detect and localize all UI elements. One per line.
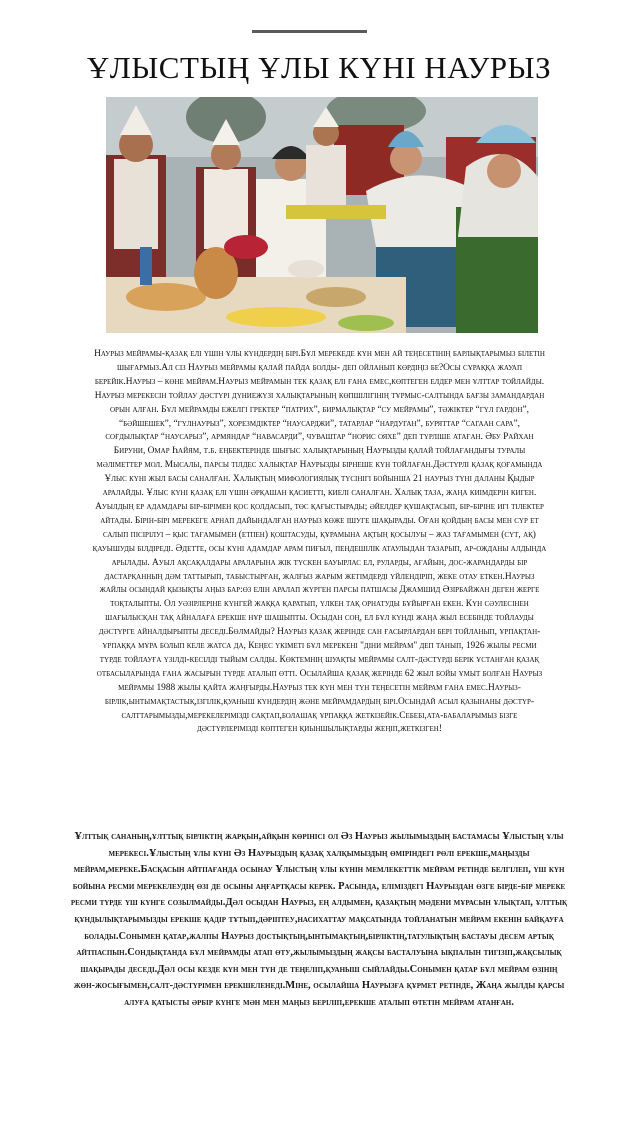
article-paragraph-significance: Ұлттық сананың,ұлттық бірліктің жарқын,айқын көрінісі ол Әз Наурыз жылымыздың бастамасы Ұлыстың ұлы мерекесі.Ұлыстың ұлы күні Әз Наурыздың қазақ халқымыздың өміріндегі рөлі ерекше,маңызды мейрам,мереке.Басқасын айтпағанда осынау Ұлыстың ұлы күнін мемлекеттік мейрам ретінде белгілеп, үш күн бойына ресми мерекелеудің өзі де осыны аңғартқасы керек. Расында, еліміздегі Наурыздан өзге бірде-бір мереке ресми түрде үш күнге созылмайды.Дәл осыдан Наурыз, ең алдымен, қазақтың мәдени мұрасын ұлықтап, ұлттық құндылықтарымызды ерекше қадір тұтып,дәріптеу,насихаттау мақсатында тойланатын мейрам екенін байқауға болады.Сонымен қатар,жалпы Наурыз достықтың,ынтымақтың,бірліктің,татулықтың бастауы десем артық айтпаспын.Сондықтанда бұл мейрамды атап өту,жылымыздың жақсы басталуына ықпалын тигізіп,жақсылық шақырады деседі.Дәл осы кезде күн мен түн де теңеліп,қуаныш сыйлайды.Сонымен қатар бұл мейрам өзінің жөн-жосығымен,салт-дәстүрімен ерекшеленеді.Міне, осылайша Наурызға құрмет ретінде, Жаңа жылды қарсы алуға қатысты әрбір күнге мән мен маңыз беріліп,ерекше аталып өтетін мейрам атанған. — [70, 831, 568, 1008]
top-divider — [252, 30, 367, 33]
article-paragraph-history: Наурыз мейрамы-қазақ елі үшін ұлы күндердің бірі.Бұл мерекеде күн мен ай теңесетінің барлықтарымыз білетін шығармыз.Ал сіз Наурыз мейрамы қалай пайда болды- деп ойланып көрдіңіз бе?Осы сұраққа жауап берейік.Наурыз – көне мейрам.Наурыз мейрамын тек қазақ елі ғана емес,көптеген елдер мен ұлттар тойлайды. Наурыз мерекесін тойлау дәстүрі дүниежүзі халықтарының көпшілігінің тұрмыс-салтында бағзы замандардан орын алған. Бұл мейрамды ежелгі гректер “патрих”, бирмалықтар “су мейрамы”, тәжіктер “гүл гардон”, “бәйшешек”, “гүлнаурыз”, хорезмдіктер “наусарджи”, татарлар “нардуган”, буряттар “сагаан сара”, соғдылықтар “наусарыз”, армяндар “навасарди”, чуваштар “норис ояхе” деп түрліше атаған. Әбу Райхан Бируни, Омар Һайям, т.б. еңбектерінде шығыс халықтарының Наурызды қалай тойлағандығы туралы мәліметтер мол. Мысалы, парсы тілдес халықтар Наурызды бірнеше күн тойлаған.Дәстүрлі қазақ қоғамында Ұлыс күні жыл басы саналған. Халықтың мифологиялық түсінігі бойынша 21 наурыз түні даланы Қыдыр аралайды. Ұлыс күні қазақ елі үшін әрқашан қасиетті, киелі саналған. Халық таза, жаңа киімдерін киген. Ауылдың ер адамдары бір-бірімен қос қолдасып, төс қағыстырады; әйелдер құшақтасып, бір-біріне игі тілектер айтады. Бірін-бірі мерекеге арнап дайындалған наурыз көже ішуге шақырады. Оған қойдың басы мен сүр ет салып пісірілуі – қыс тағамымен (етпен) қоштасуды, құрамына ақтың қосылуы – жаз тағамымен (сүт, ақ) қауышуды білдіреді. Әдетте, осы күні адамдар арам пиғыл, пендешілік атаулыдан тазарып, ар-ожданы алдында арылады. Ауыл ақсақалдары араларына жік түскен бауырлас ел, руларды, ағайын, дос-жарандарды бір дастарқанның дәм таттырып, табыстырған, жалғыз жарым жетімдерді үйлендіріп, жеке отау еткен.Наурыз жайлы осындай қызықты аңыз бар:өз елін аралап жүрген парсы патшасы Джамшид Әзірбайжан деген жерге тоқталыпты. Ол уәзірлеріне күнгей жаққа қаратып, үлкен тақ орнатуды бұйырған екен. Күн сәулесінен шағылысқан тақ айналаға ерекше нұр шашыпты. Осыдан соң, ел бұл күнді жаңа жыл есебінде тойлауды дәстүрге айналдырыпты деседі.Бөлмайды? Наурыз қазақ жерінде сан ғасырлардан бері тойланып, ұрпақтан-ұрпаққа мұра болып келе жатса да, Кеңес үкіметі бұл мерекені "діни мейрам" деп танып, 1926 жылы ресми түрде тойлауға үзілді-кесілді тыйым салды. Көктемнің шуақты мейрамы салт-дәстүрді берік ұстанған қазақ отбасыларында ғана жасырын түрде аталып өтті. Осылайша қазақ жерінде 62 жыл бойы ұмыт болған Наурыз мейрамы 1988 жылы қайта жаңғырды.Наурыз тек күн мен түн теңесетін мейрам ғана емес.Наурыз-бірлік,ынтымақтастық,ізгілік,қуаныш күндердің және мейрамдардың бірі.Осындай асыл қазынаны дәстүр-салттарымызды,мерекелерімізді сақтап,болашақ ұрпаққа жеткізейік.Себебі,ата-бабаларымыз бізге дәстүрлерімізді көптеген қиыншылықтарды жеңіп,жеткізген! — [92, 349, 547, 735]
nauryz-celebration-photo — [106, 97, 538, 333]
article-title: ҰЛЫСТЫҢ ҰЛЫ КҮНІ НАУРЫЗ — [86, 50, 552, 85]
